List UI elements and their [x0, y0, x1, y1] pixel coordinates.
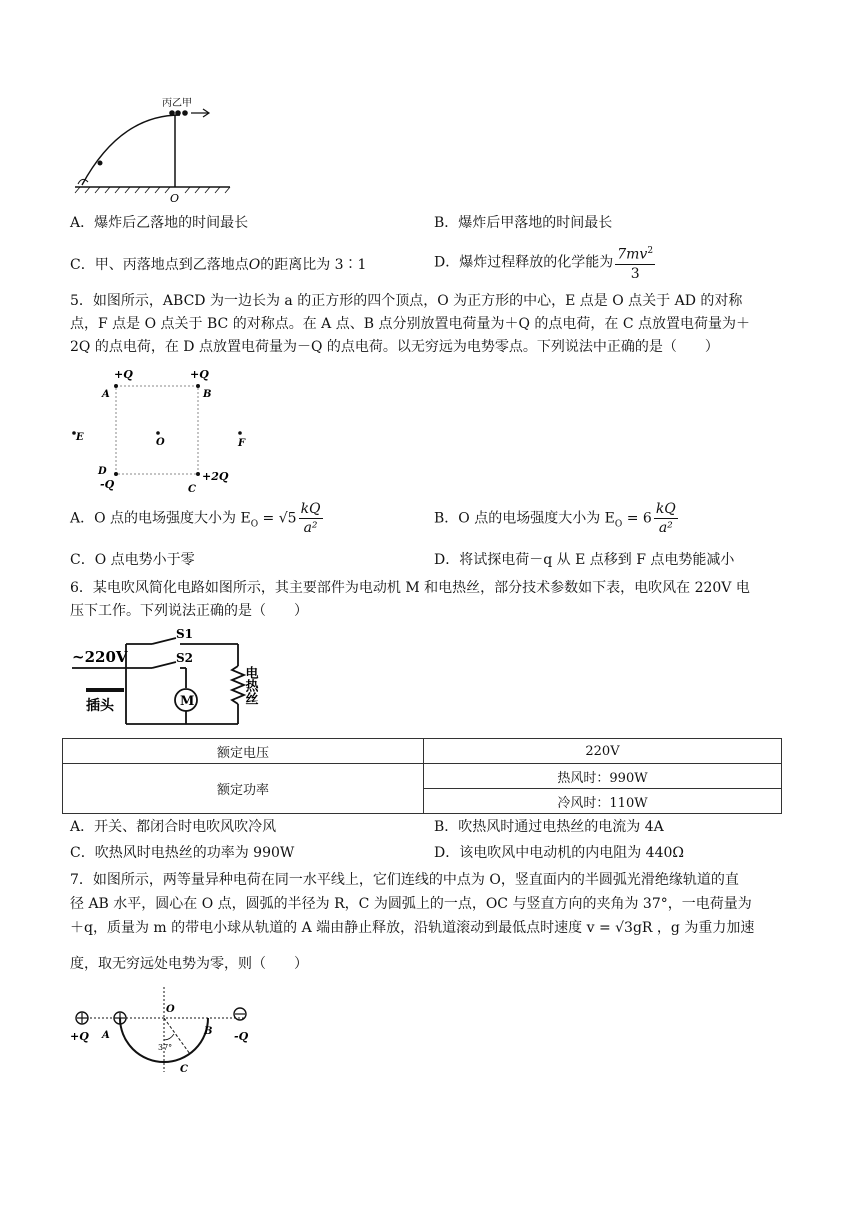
svg-text:B: B — [203, 389, 212, 400]
svg-text:~220V: ~220V — [72, 648, 128, 666]
svg-text:A: A — [102, 389, 110, 400]
cold-air-power: 冷风时：110W — [424, 789, 782, 814]
q5-option-b: B．O 点的电场强度大小为 $E_O = 6$ $\frac{kQ}{\text{a²}}$ — [434, 501, 676, 536]
q6-option-a: A．开关、都闭合时电吹风吹冷风 — [70, 819, 277, 835]
projectile-label: 丙乙甲 — [162, 98, 192, 109]
svg-text:E: E — [76, 432, 84, 443]
svg-text:O: O — [156, 437, 165, 448]
svg-text:C: C — [188, 484, 196, 495]
square-charges-figure — [66, 366, 266, 496]
rated-voltage-label: 额定电压 — [63, 739, 424, 764]
svg-text:C: C — [180, 1064, 188, 1075]
svg-text:D: D — [98, 466, 107, 477]
q5-option-a: A．O 点的电场强度大小为 $E_O = √5$ $\frac{kQ}{\text{a²}}$ — [70, 501, 321, 536]
svg-text:F: F — [238, 438, 246, 449]
rated-power-label: 额定功率 — [63, 764, 424, 814]
svg-text:-Q: -Q — [234, 1030, 249, 1043]
svg-text:电热丝: 电热丝 — [242, 666, 258, 705]
q5-stem-line3: 2Q 的点电荷，在 D 点放置电荷量为－Q 的点电荷。以无穷远为电势零点。下列说法中正确的是（ ） — [70, 339, 719, 355]
q6-option-c: C．吹热风时电热丝的功率为 990W — [70, 845, 295, 861]
svg-text:O: O — [166, 1004, 175, 1015]
q6-option-b: B．吹热风时通过电热丝的电流为 4A — [434, 819, 664, 835]
projectile-figure — [70, 90, 240, 205]
svg-text:+Q: +Q — [190, 368, 209, 381]
svg-text:A: A — [102, 1030, 110, 1041]
svg-text:B: B — [204, 1026, 213, 1037]
svg-text:37°: 37° — [158, 1043, 173, 1052]
q6-stem-line1: 6．某电吹风简化电路如图所示，其主要部件为电动机 M 和电热丝，部分技术参数如下表，电吹风在 220V 电 — [70, 580, 750, 596]
q7-stem-line2: 径 AB 水平，圆心在 O 点，圆弧的半径为 R，C 为圆弧上的一点，OC 与竖直方向的夹角为 37°，一电荷量为 — [70, 896, 752, 912]
rated-voltage-value: 220V — [424, 739, 782, 764]
svg-text:S2: S2 — [176, 651, 194, 665]
semicircle-track-figure — [66, 982, 266, 1082]
q5-stem-line1: 5．如图所示，ABCD 为一边长为 a 的正方形的四个顶点，O 为正方形的中心，E 点是 O 点关于 AD 的对称 — [70, 293, 743, 309]
q5-option-d: D．将试探电荷－q 从 E 点移到 F 点电势能减小 — [434, 552, 735, 568]
q4-option-c: C．甲、丙落地点到乙落地点O的距离比为 3∶1 — [70, 257, 367, 273]
q4-option-a: A．爆炸后乙落地的时间最长 — [70, 215, 249, 231]
parameters-table — [62, 738, 782, 814]
q4-option-d: D．爆炸过程释放的化学能为 $\frac{7mv^2}{3}$ — [434, 242, 655, 283]
origin-label: O — [170, 192, 180, 205]
q4-option-b: B．爆炸后甲落地的时间最长 — [434, 215, 613, 231]
q5-option-c: C．O 点电势小于零 — [70, 552, 195, 568]
q6-stem-line2: 压下工作。下列说法正确的是（ ） — [70, 603, 308, 619]
hair-dryer-circuit — [68, 626, 278, 732]
svg-text:+2Q: +2Q — [202, 470, 229, 483]
q7-stem-line4: 度，取无穷远处电势为零，则（ ） — [70, 956, 308, 972]
hot-air-power: 热风时：990W — [424, 764, 782, 789]
svg-text:+Q: +Q — [70, 1030, 89, 1043]
svg-text:M: M — [180, 694, 195, 709]
svg-text:插头: 插头 — [86, 698, 114, 714]
svg-text:S1: S1 — [176, 627, 194, 641]
svg-text:-Q: -Q — [100, 478, 115, 491]
q7-stem-line3: ＋q，质量为 m 的带电小球从轨道的 A 端由静止释放，沿轨道滚动到最低点时速度 v = √3gR ，g 为重力加速 — [70, 920, 755, 936]
q5-stem-line2: 点，F 点是 O 点关于 BC 的对称点。在 A 点、B 点分别放置电荷量为＋Q 的点电荷，在 C 点放置电荷量为＋ — [70, 316, 750, 332]
svg-text:+Q: +Q — [114, 368, 133, 381]
q6-option-d: D．该电吹风中电动机的内电阻为 440Ω — [434, 845, 685, 861]
q7-stem-line1: 7．如图所示，两等量异种电荷在同一水平线上，它们连线的中点为 O，竖直面内的半圆弧光滑绝缘轨道的直 — [70, 872, 739, 888]
